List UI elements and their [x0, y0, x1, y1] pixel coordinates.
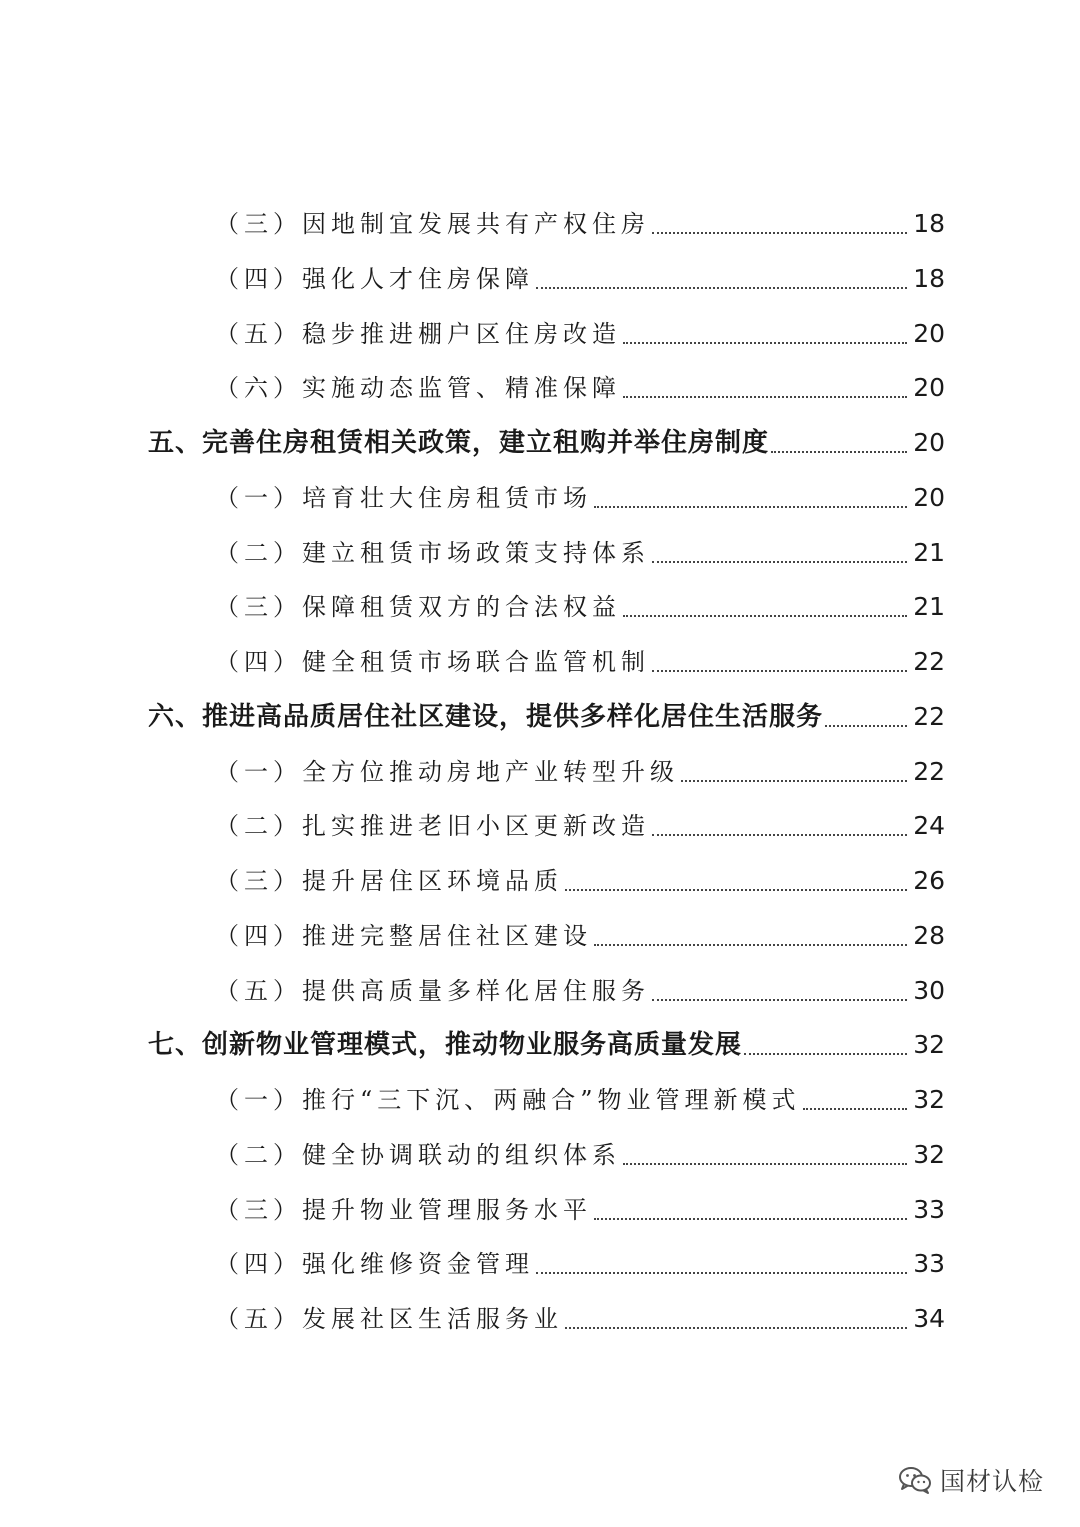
toc-dot-leader	[536, 252, 907, 289]
toc-page-number: 32	[913, 1139, 945, 1169]
toc-entry-label: （五）稳步推进棚户区住房改造	[215, 319, 621, 348]
toc-section-entry	[0, 964, 1080, 1019]
toc-page-number: 18	[913, 209, 945, 238]
toc-page-number: 22	[913, 756, 945, 786]
toc-dot-leader	[623, 361, 907, 398]
toc-entry-label: （三）保障租赁双方的合法权益	[215, 593, 621, 622]
toc-entry-label: （三）因地制宜发展共有产权住房	[215, 210, 650, 238]
toc-section-entry	[0, 1183, 1080, 1238]
toc-entry-label: （三）提升居住区环境品质	[215, 867, 563, 895]
toc-page-number: 26	[913, 866, 945, 895]
toc-page-number: 21	[913, 592, 945, 622]
toc-dot-leader	[803, 1073, 908, 1110]
toc-dot-leader	[652, 799, 907, 836]
toc-dot-leader	[652, 197, 907, 234]
toc-page-number: 20	[913, 428, 945, 457]
toc-dot-leader	[623, 1128, 907, 1165]
toc-entry-label: （一）推行“三下沉、两融合”物业管理新模式	[215, 1086, 801, 1114]
toc-dot-leader	[825, 690, 907, 727]
toc-section-entry	[0, 799, 1080, 854]
toc-page-number: 22	[913, 647, 945, 676]
toc-entry-label: （三）提升物业管理服务水平	[215, 1195, 592, 1224]
toc-entry-label: （一）全方位推动房地产业转型升级	[215, 757, 679, 786]
toc-entry-label: （一）培育壮大住房租赁市场	[215, 483, 592, 512]
toc-dot-leader	[681, 745, 907, 782]
toc-entry-label: （四）强化维修资金管理	[215, 1250, 534, 1279]
toc-section-entry	[0, 471, 1080, 526]
toc-page-number: 18	[913, 263, 945, 293]
watermark-text: 国材认检	[940, 1467, 1045, 1496]
toc-page-number: 30	[913, 975, 945, 1005]
toc-page-number: 34	[913, 1304, 945, 1333]
toc-page-number: 24	[913, 811, 945, 841]
toc-section-entry	[0, 1128, 1080, 1183]
toc-chapter-entry	[0, 1018, 1080, 1073]
toc-page-number: 32	[913, 1085, 945, 1114]
toc-entry-label: （二）健全协调联动的组织体系	[215, 1140, 621, 1169]
toc-dot-leader	[536, 1237, 907, 1274]
toc-dot-leader	[652, 526, 907, 563]
toc-section-entry	[0, 307, 1080, 362]
toc-entry-label: 七、创新物业管理模式，推动物业服务高质量发展	[148, 1030, 743, 1061]
toc-page-number: 20	[913, 373, 945, 403]
toc-entry-label: （二）扎实推进老旧小区更新改造	[215, 812, 650, 841]
toc-dot-leader	[594, 1183, 907, 1220]
toc-page-number: 22	[913, 701, 945, 731]
toc-dot-leader	[594, 909, 907, 946]
toc-page-number: 20	[913, 482, 945, 512]
toc-dot-leader	[623, 580, 907, 617]
toc-dot-leader	[623, 307, 907, 344]
table-of-contents	[0, 197, 1080, 1347]
toc-page-number: 33	[913, 1194, 945, 1224]
toc-dot-leader	[565, 1292, 907, 1329]
toc-entry-label: 六、推进高品质居住社区建设，提供多样化居住生活服务	[148, 701, 824, 732]
toc-entry-label: （四）强化人才住房保障	[215, 264, 534, 293]
toc-dot-leader	[652, 964, 907, 1001]
toc-chapter-entry	[0, 416, 1080, 471]
toc-section-entry	[0, 252, 1080, 307]
toc-dot-leader	[652, 635, 907, 672]
toc-dot-leader	[771, 416, 907, 453]
watermark	[898, 1460, 1044, 1500]
toc-dot-leader	[744, 1018, 907, 1055]
toc-entry-label: （二）建立租赁市场政策支持体系	[215, 538, 650, 567]
toc-page-number: 21	[913, 537, 945, 567]
toc-entry-label: （四）推进完整居住社区建设	[215, 921, 592, 950]
toc-section-entry	[0, 361, 1080, 416]
toc-page-number: 28	[913, 920, 945, 950]
toc-dot-leader	[565, 854, 907, 891]
toc-section-entry	[0, 745, 1080, 800]
toc-section-entry	[0, 1237, 1080, 1292]
toc-section-entry	[0, 1292, 1080, 1347]
toc-section-entry	[0, 1073, 1080, 1128]
toc-entry-label: （六）实施动态监管、精准保障	[215, 374, 621, 403]
toc-section-entry	[0, 854, 1080, 909]
toc-page-number: 33	[913, 1249, 945, 1279]
toc-section-entry	[0, 197, 1080, 252]
toc-entry-label: 五、完善住房租赁相关政策，建立租购并举住房制度	[148, 428, 770, 458]
toc-section-entry	[0, 909, 1080, 964]
toc-entry-label: （五）发展社区生活服务业	[215, 1305, 563, 1333]
toc-page-number: 32	[913, 1030, 945, 1060]
toc-chapter-entry	[0, 690, 1080, 745]
toc-dot-leader	[594, 471, 907, 508]
toc-section-entry	[0, 580, 1080, 635]
toc-entry-label: （四）健全租赁市场联合监管机制	[215, 648, 650, 676]
toc-section-entry	[0, 635, 1080, 690]
toc-section-entry	[0, 526, 1080, 581]
toc-page-number: 20	[913, 318, 945, 348]
wechat-icon	[898, 1465, 932, 1495]
toc-entry-label: （五）提供高质量多样化居住服务	[215, 976, 650, 1005]
